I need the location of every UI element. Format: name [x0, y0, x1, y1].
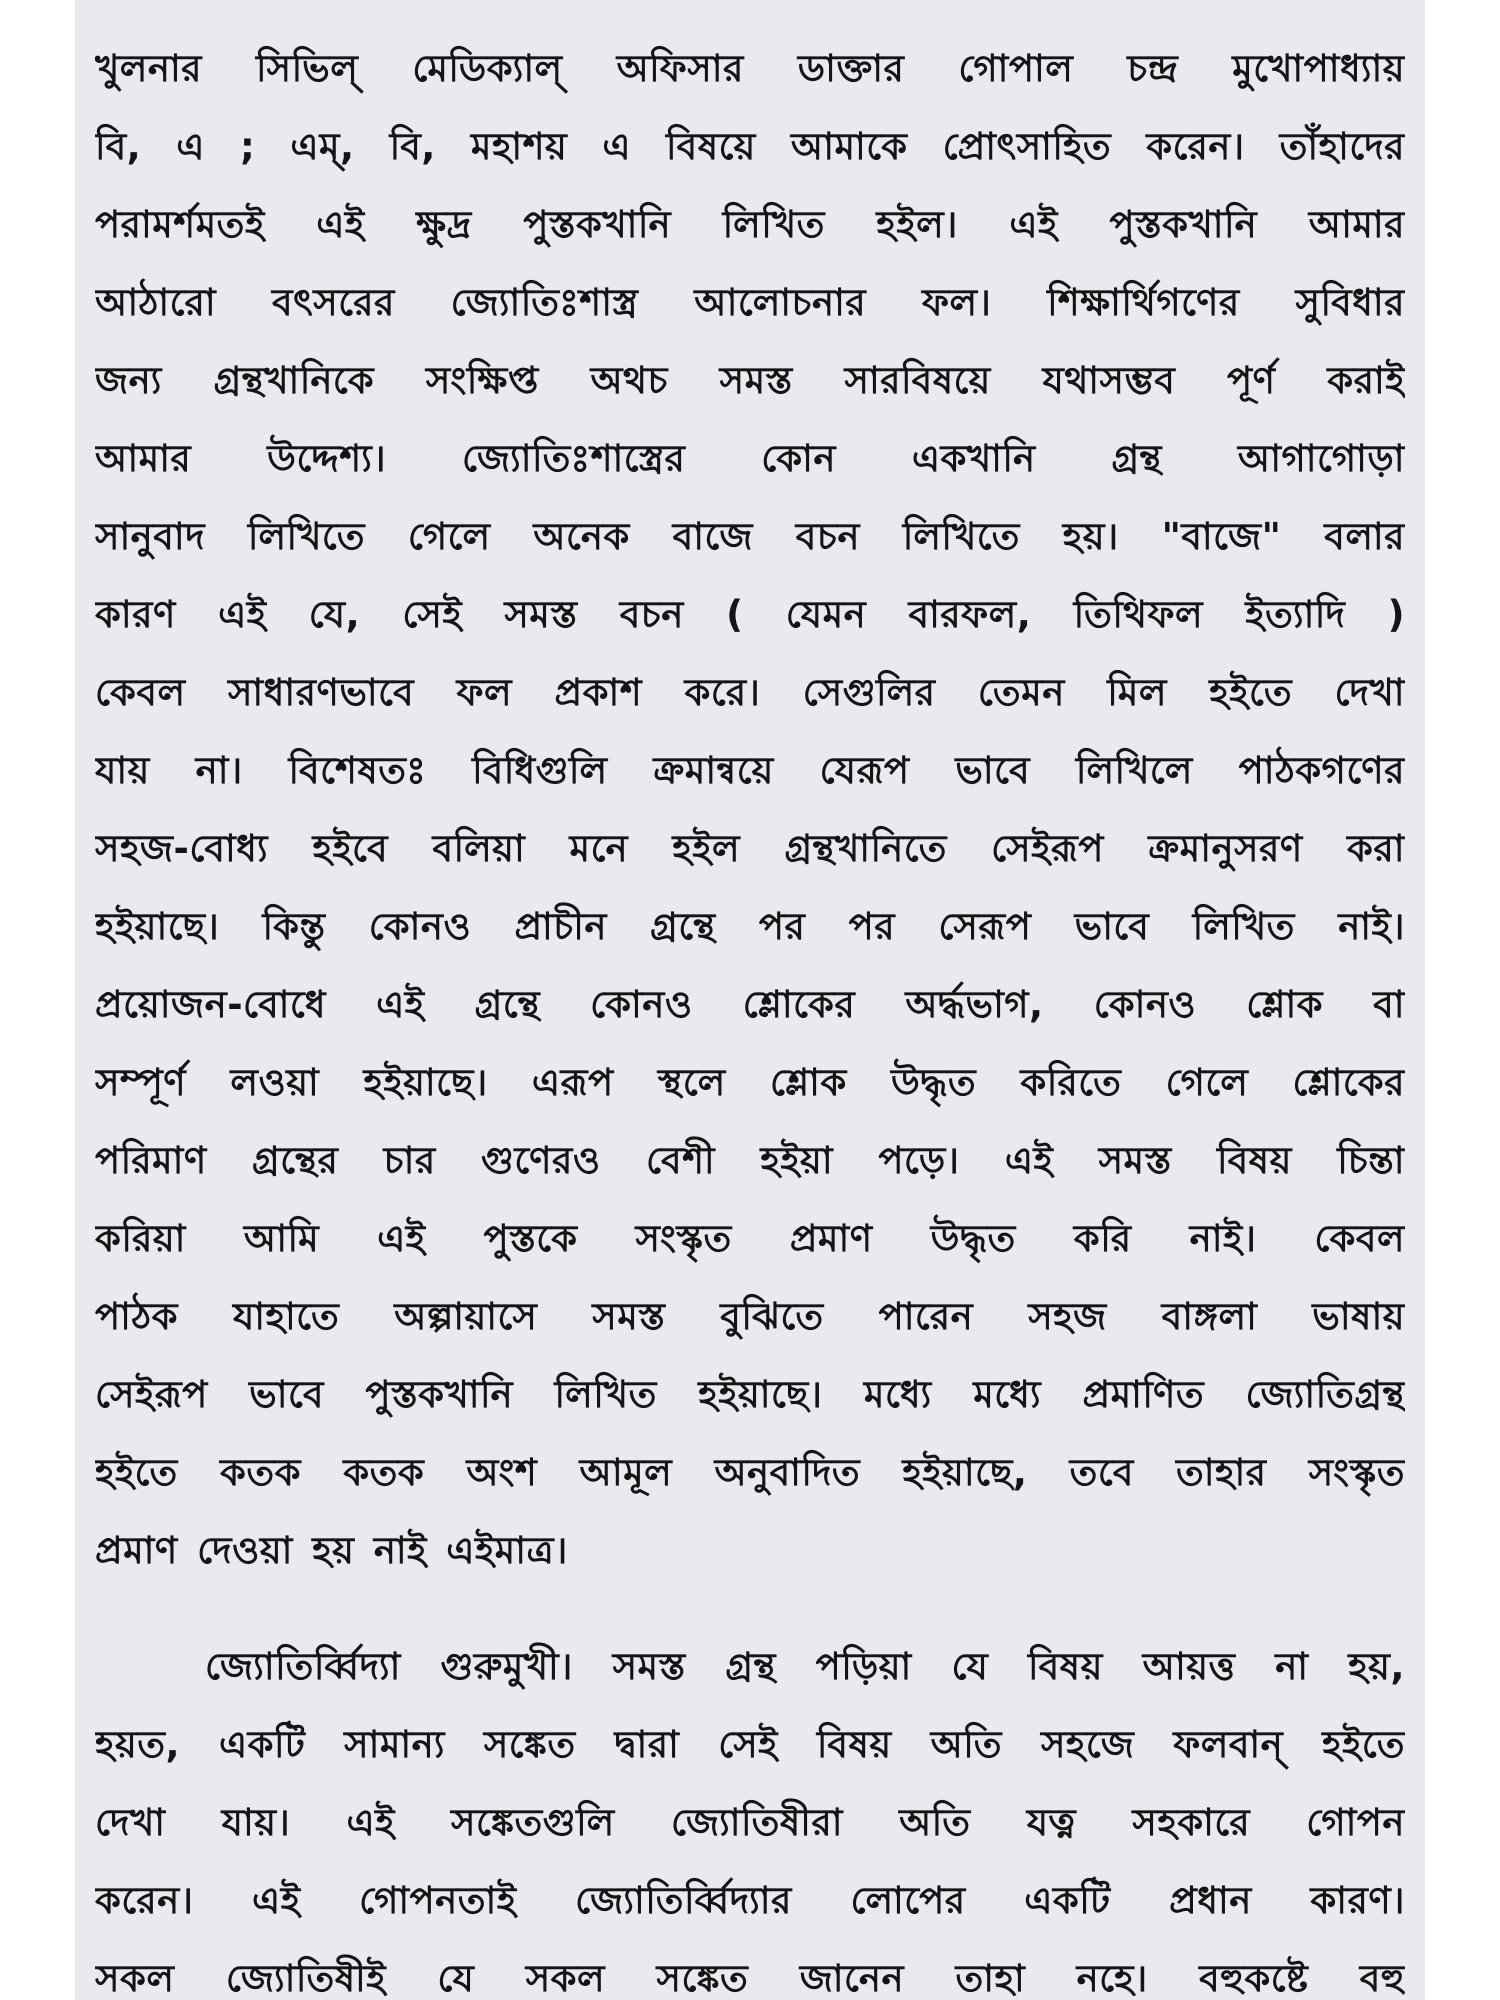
text-line: বি, এ ; এম্, বি, মহাশয় এ বিষয়ে আমাকে প্রোৎসাহিত করেন। তাঁহাদের	[95, 125, 1405, 168]
text-line: কেবল সাধারণভাবে ফল প্রকাশ করে। সেগুলির তেমন মিল হইতে দেখা	[95, 671, 1405, 714]
text-line: খুলনার সিভিল্ মেডিক্যাল্ অফিসার ডাক্তার গোপাল চন্দ্র মুখোপাধ্যায়	[95, 47, 1405, 90]
text-line: হইতে কতক কতক অংশ আমূল অনুবাদিত হইয়াছে, তবে তাহার সংস্কৃত	[95, 1451, 1405, 1494]
text-line: করেন। এই গোপনতাই জ্যোতির্ব্বিদ্যার লোপের একটি প্রধান কারণ।	[95, 1879, 1405, 1922]
text-line: সম্পূর্ণ লওয়া হইয়াছে। এরূপ স্থলে শ্লোক উদ্ধৃত করিতে গেলে শ্লোকের	[95, 1061, 1405, 1104]
text-line: হইয়াছে। কিন্তু কোনও প্রাচীন গ্রন্থে পর পর সেরূপ ভাবে লিখিত নাই।	[95, 905, 1405, 948]
text-line: প্রমাণ দেওয়া হয় নাই এইমাত্র।	[95, 1529, 568, 1572]
text-line: জন্য গ্রন্থখানিকে সংক্ষিপ্ত অথচ সমস্ত সারবিষয়ে যথাসম্ভব পূর্ণ করাই	[95, 359, 1405, 402]
text-line: জ্যোতির্ব্বিদ্যা গুরুমুখী। সমস্ত গ্রন্থ পড়িয়া যে বিষয় আয়ত্ত না হয়,	[205, 1645, 1405, 1688]
text-line: আমার উদ্দেশ্য। জ্যোতিঃশাস্ত্রের কোন একখানি গ্রন্থ আগাগোড়া	[95, 437, 1405, 480]
text-line: পরামর্শমতই এই ক্ষুদ্র পুস্তকখানি লিখিত হইল। এই পুস্তকখানি আমার	[95, 203, 1405, 246]
text-line: হয়ত, একটি সামান্য সঙ্কেত দ্বারা সেই বিষয় অতি সহজে ফলবান্ হইতে	[95, 1723, 1405, 1766]
text-line: করিয়া আমি এই পুস্তকে সংস্কৃত প্রমাণ উদ্ধৃত করি নাই। কেবল	[95, 1217, 1405, 1260]
paragraph-2	[95, 1628, 1405, 2000]
paragraph-1	[95, 30, 1405, 1590]
text-line: পাঠক যাহাতে অল্পায়াসে সমস্ত বুঝিতে পারেন সহজ বাঙ্গলা ভাষায়	[95, 1295, 1405, 1338]
text-line: সানুবাদ লিখিতে গেলে অনেক বাজে বচন লিখিতে হয়। "বাজে" বলার	[95, 515, 1405, 558]
text-line: কারণ এই যে, সেই সমস্ত বচন ( যেমন বারফল, তিথিফল ইত্যাদি )	[95, 593, 1405, 636]
book-page	[75, 0, 1425, 2000]
text-line: পরিমাণ গ্রন্থের চার গুণেরও বেশী হইয়া পড়ে। এই সমস্ত বিষয় চিন্তা	[95, 1139, 1405, 1182]
text-line: সহজ-বোধ্য হইবে বলিয়া মনে হইল গ্রন্থখানিতে সেইরূপ ক্রমানুসরণ করা	[95, 827, 1405, 870]
text-line: দেখা যায়। এই সঙ্কেতগুলি জ্যোতিষীরা অতি যত্ন সহকারে গোপন	[95, 1801, 1405, 1844]
text-line: প্রয়োজন-বোধে এই গ্রন্থে কোনও শ্লোকের অর্দ্ধভাগ, কোনও শ্লোক বা	[95, 983, 1405, 1026]
text-line: সেইরূপ ভাবে পুস্তকখানি লিখিত হইয়াছে। মধ্যে মধ্যে প্রমাণিত জ্যোতিগ্রন্থ	[95, 1373, 1405, 1416]
text-line: যায় না। বিশেষতঃ বিধিগুলি ক্রমান্বয়ে যেরূপ ভাবে লিখিলে পাঠকগণের	[95, 749, 1405, 792]
text-line: আঠারো বৎসরের জ্যোতিঃশাস্ত্র আলোচনার ফল। শিক্ষার্থিগণের সুবিধার	[95, 281, 1405, 324]
text-line: সকল জ্যোতিষীই যে সকল সঙ্কেত জানেন তাহা নহে। বহুকষ্টে বহু	[95, 1957, 1405, 2000]
